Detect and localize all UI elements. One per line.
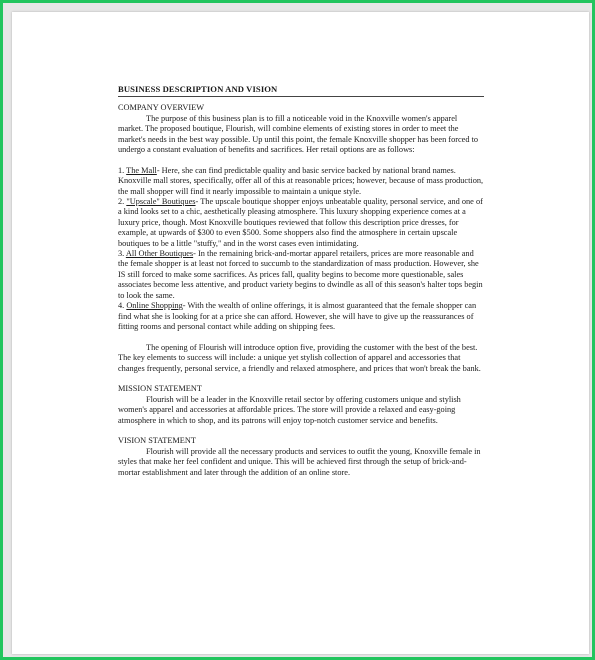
option-number: 4. bbox=[118, 301, 125, 311]
company-overview-heading: COMPANY OVERVIEW bbox=[118, 103, 205, 113]
vision-statement-text: Flourish will provide all the necessary products and services to outfit the young, Knoxville female in styles that make her feel confident and unique. This will be achieved first through the setup of brick-and-mortar establishment and later through the addition of an online store. bbox=[118, 446, 481, 477]
option-text: - With the wealth of online offerings, it is almost guaranteed that the female shopper can find what she is looking for at a price she can afford. However, she will have to give up the reassurances of fitting rooms and personal contact while adding on shipping fees. bbox=[118, 301, 477, 331]
option-label: All Other Boutiques bbox=[125, 249, 194, 259]
option-label: "Upscale" Boutiques bbox=[126, 197, 196, 207]
option-number: 1. bbox=[118, 165, 125, 175]
option-text: - The upscale boutique shopper enjoys unbeatable quality, personal service, and one of a kind looks set to a chic, aesthetically pleasing atmosphere. This luxury shopping experience comes at a luxury price, though. Most Knoxville boutiques reviewed that follow this description price dresses, for example, at upwards of $300 to even $500. Some shoppers also find the atmosphere in certain upscale boutiques to be a little "stuffy," and in the worst cases even intimidating. bbox=[118, 197, 483, 248]
company-overview-intro: The purpose of this business plan is to fill a noticeable void in the Knoxville women's apparel market. The proposed boutique, Flourish, will combine elements of existing stores in order to meet the market's needs in the best way possible. Up until this point, the female Knoxville shopper has been forced to undergo a constant evaluation of benefits and sacrifices. Her retail options are as follows: bbox=[118, 113, 479, 155]
mission-statement-text: Flourish will be a leader in the Knoxville retail sector by offering customers unique and stylish women's apparel and accessories at affordable prices. The store will provide a relaxed and easy-going atmosphere in which to shop, and its patrons will enjoy top-notch customer service and benefits. bbox=[118, 394, 461, 425]
mission-statement-section bbox=[118, 384, 484, 426]
spacer bbox=[118, 374, 484, 384]
spacer bbox=[118, 426, 484, 436]
option-number: 2. bbox=[118, 197, 125, 207]
option-label: Online Shopping bbox=[126, 301, 183, 311]
document-content bbox=[118, 84, 484, 478]
option-number: 3. bbox=[118, 249, 125, 259]
company-overview-closing: The opening of Flourish will introduce option five, providing the customer with the best of the best. The key elements to success will include: a unique yet stylish collection of apparel and accessories that changes frequently, personal service, a friendly and relaxed atmosphere, and prices that won't break the bank. bbox=[118, 342, 481, 373]
option-text: - In the remaining brick-and-mortar apparel retailers, prices are more reasonable and the female shopper is at least not forced to succumb to the standardization of mass production. However, she IS still forced to make some sacrifices. As prices fall, quality begins to become more questionable, sales associates become less attentive, and product variety begins to dwindle as all of this season's halter tops begin to look the same. bbox=[118, 249, 483, 300]
document-title: BUSINESS DESCRIPTION AND VISION bbox=[118, 84, 484, 97]
option-label: The Mall bbox=[126, 165, 157, 175]
mission-statement-heading: MISSION STATEMENT bbox=[118, 384, 202, 394]
retail-option-item bbox=[118, 249, 484, 301]
vision-statement-section bbox=[118, 436, 484, 478]
option-text: - Here, she can find predictable quality and basic service backed by national brand names. Knoxville mall stores, specifically, offer all of this at reasonable prices; however, because of mass production, the mall shopper will find it nearly impossible to maintain a unique style. bbox=[118, 165, 484, 196]
spacer bbox=[118, 332, 484, 342]
spacer bbox=[118, 155, 484, 165]
company-overview-section bbox=[118, 103, 484, 374]
retail-option-item bbox=[118, 301, 484, 332]
retail-option-item bbox=[118, 197, 484, 249]
vision-statement-heading: VISION STATEMENT bbox=[118, 436, 196, 446]
document-page bbox=[12, 12, 589, 654]
retail-option-item bbox=[118, 166, 484, 197]
